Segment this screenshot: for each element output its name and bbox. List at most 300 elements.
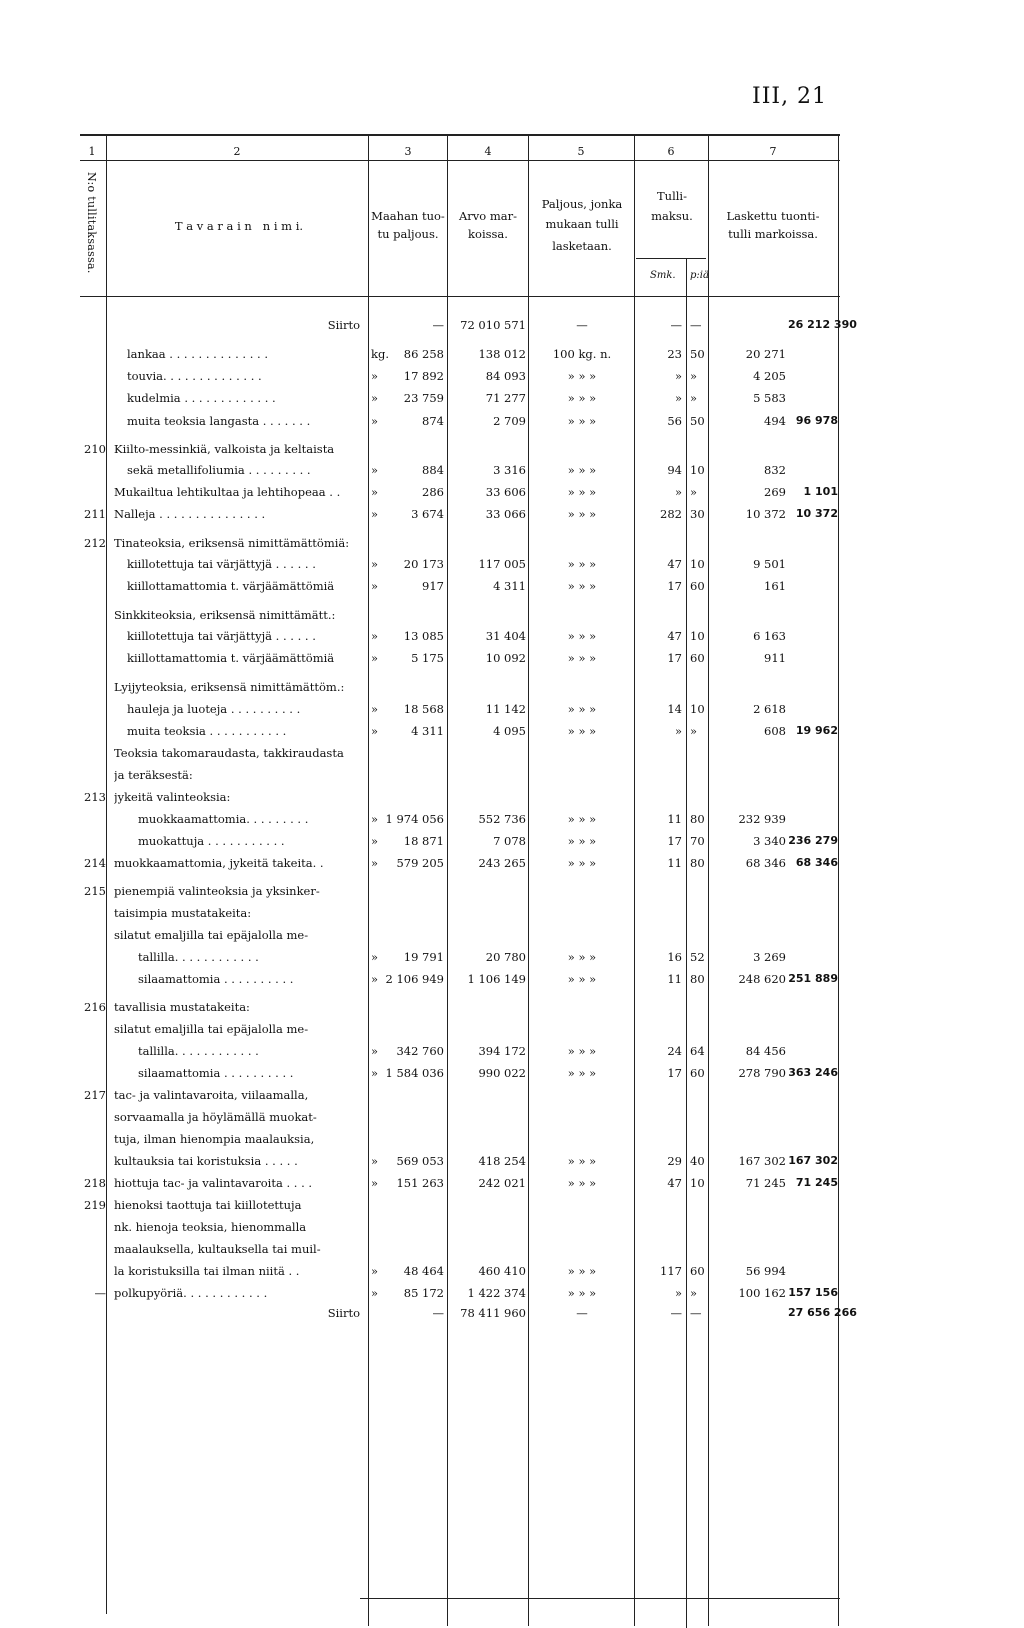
cell-tot: 56 994 [745,1264,786,1278]
table-row [0,702,1024,722]
cell-unit: » [371,1154,379,1168]
cell-pn: 10 [690,702,705,716]
cell-qty: 19 791 [403,950,444,964]
cell-mk: 17 [667,834,682,848]
tariff-sub-p: p:iä [690,270,709,281]
cell-unit: » [371,579,379,593]
cell-nro: 212 [84,536,106,550]
cell-tot: 20 271 [745,347,786,361]
cell-qty: 13 085 [403,629,444,643]
cell-grp: 363 246 [788,1066,838,1079]
cell-nro: 215 [84,884,106,898]
table-row [0,442,1024,462]
cell-name: maalauksella, kultauksella tai muil- [114,1242,321,1256]
cell-pn: 10 [690,1176,705,1190]
cell-pn: 70 [690,834,705,848]
table-row [0,347,1024,367]
cell-pn: 10 [690,463,705,477]
cell-mk: 14 [667,702,682,716]
cell-val: 11 142 [485,702,526,716]
cell-basis: » » » [567,651,597,665]
cell-grp: 19 962 [795,724,838,737]
cell-unit: » [371,507,379,521]
cell-tot: 68 346 [745,856,786,870]
table-row [0,507,1024,527]
table-row [0,579,1024,599]
cell-pn: 10 [690,557,705,571]
cell-basis: » » » [567,507,597,521]
cell-name: silaamattomia . . . . . . . . . . [138,972,294,986]
cell-basis: 100 kg. n. [552,347,612,361]
cell-name: muokattuja . . . . . . . . . . . [138,834,285,848]
cell-pn: » [690,1286,698,1300]
table-row [0,724,1024,744]
cell-name: tac- ja valintavaroita, viilaamalla, [114,1088,309,1102]
table-row [0,629,1024,649]
cell-nro: 216 [84,1000,106,1014]
cell-pn: 40 [690,1154,705,1168]
cell-qty: 86 258 [403,347,444,361]
table-row [0,1088,1024,1108]
cell-name: Siirto [327,1306,360,1320]
cell-qty: 342 760 [396,1044,444,1058]
cell-tot: 3 269 [753,950,786,964]
cell-val: 78 411 960 [460,1306,526,1320]
table-row [0,1264,1024,1284]
cell-nro: 210 [84,442,106,456]
cell-val: 2 709 [493,414,526,428]
cell-unit: » [371,856,379,870]
table-row [0,906,1024,926]
column-number-7: 7 [769,145,777,158]
basis-header-line1: Paljous, jonka [541,197,623,211]
cell-qty: 85 172 [403,1286,444,1300]
cell-unit: » [371,834,379,848]
cell-qty: 2 106 949 [385,972,444,986]
cell-unit: » [371,629,379,643]
cell-name: Tinateoksia, eriksensä nimittämättömiä: [114,536,350,550]
cell-val: 71 277 [485,391,526,405]
table-row [0,414,1024,434]
closing-rule [360,1598,840,1599]
cell-grp: 96 978 [795,414,838,427]
cell-val: 31 404 [485,629,526,643]
cell-name: muokkaamattomia. . . . . . . . . [138,812,309,826]
cell-qty: — [432,1306,444,1320]
cell-grp: 26 212 390 [788,318,857,331]
cell-basis: » » » [567,557,597,571]
cell-name: tallilla. . . . . . . . . . . . [138,1044,259,1058]
cell-basis: » » » [567,950,597,964]
cell-mk: 11 [667,972,682,986]
tariff-sub-mk: Smk. [650,270,676,281]
cell-unit: » [371,1264,379,1278]
cell-tot: 100 162 [738,1286,786,1300]
table-row [0,1132,1024,1152]
cell-qty: 23 759 [403,391,444,405]
cell-basis: » » » [567,856,597,870]
table-row [0,856,1024,876]
nro-header: N:o tullitaksassa. [85,172,98,274]
tariff-header-line2: maksu. [651,209,693,223]
cell-tot: 161 [764,579,786,593]
cell-basis: » » » [567,579,597,593]
cell-name: silatut emaljilla tai epäjalolla me- [114,928,309,942]
table-row [0,1198,1024,1218]
cell-name: tallilla. . . . . . . . . . . . [138,950,259,964]
cell-qty: 1 974 056 [385,812,444,826]
cell-unit: » [371,463,379,477]
cell-name: muita teoksia . . . . . . . . . . . [127,724,287,738]
table-row [0,1022,1024,1042]
table-row [0,834,1024,854]
cell-mk: 47 [667,557,682,571]
basis-header-line3: lasketaan. [552,239,612,253]
cell-nro: 213 [84,790,106,804]
qty-header-line2: tu paljous. [377,227,439,241]
cell-qty: 48 464 [403,1264,444,1278]
cell-tot: 84 456 [745,1044,786,1058]
cell-pn: 80 [690,812,705,826]
cell-qty: 917 [422,579,444,593]
table-row [0,608,1024,628]
cell-name: kiillottamattomia t. värjäämättömiä [127,579,335,593]
table-row [0,680,1024,700]
column-number-5: 5 [577,145,585,158]
table-row [0,651,1024,671]
cell-mk: » [674,485,682,499]
cell-basis: » » » [567,1154,597,1168]
cell-val: 72 010 571 [460,318,526,332]
cell-tot: 3 340 [753,834,786,848]
cell-grp: 157 156 [788,1286,838,1299]
table-row [0,536,1024,556]
cell-basis: » » » [567,812,597,826]
cell-qty: 579 205 [396,856,444,870]
cell-unit: » [371,1066,379,1080]
cell-name: muita teoksia langasta . . . . . . . [127,414,311,428]
cell-val: 1 106 149 [467,972,526,986]
cell-name: Siirto [327,318,360,332]
cell-mk: » [674,1286,682,1300]
cell-unit: » [371,414,379,428]
cell-val: 20 780 [485,950,526,964]
cell-basis: » » » [567,1066,597,1080]
cell-val: 33 606 [485,485,526,499]
cell-tot: 269 [764,485,786,499]
cell-name: pienempiä valinteoksia ja yksinker- [114,884,320,898]
cell-nro: 217 [84,1088,106,1102]
cell-pn: 80 [690,856,705,870]
table-row [0,391,1024,411]
cell-pn: 52 [690,950,705,964]
table-row [0,1110,1024,1130]
cell-tot: 232 939 [738,812,786,826]
cell-unit: » [371,1286,379,1300]
cell-tot: 4 205 [753,369,786,383]
cell-name: lankaa . . . . . . . . . . . . . . [127,347,268,361]
table-row [0,1242,1024,1262]
cell-name: kiillottamattomia t. värjäämättömiä [127,651,335,665]
cell-grp: 167 302 [788,1154,838,1167]
table-row [0,746,1024,766]
cell-qty: 4 311 [411,724,444,738]
cell-mk: 17 [667,1066,682,1080]
cell-mk: 56 [667,414,682,428]
cell-name: silaamattomia . . . . . . . . . . [138,1066,294,1080]
cell-unit: » [371,391,379,405]
cell-pn: — [690,318,702,332]
cell-name: Teoksia takomaraudasta, takkiraudasta [114,746,344,760]
table-row [0,485,1024,505]
cell-name: Lyijyteoksia, eriksensä nimittämättöm.: [114,680,345,694]
cell-tot: 248 620 [738,972,786,986]
cell-basis: — [576,318,588,332]
cell-unit: » [371,369,379,383]
cell-grp: 68 346 [795,856,838,869]
cell-basis: » » » [567,972,597,986]
cell-mk: 24 [667,1044,682,1058]
cell-basis: » » » [567,629,597,643]
cell-mk: 117 [660,1264,682,1278]
cell-pn: » [690,485,698,499]
tariff-header-line1: Tulli- [657,189,687,203]
cell-unit: » [371,724,379,738]
cell-unit: » [371,972,379,986]
cell-grp: 27 656 266 [788,1306,857,1319]
cell-pn: 60 [690,651,705,665]
cell-tot: 5 583 [753,391,786,405]
cell-pn: 60 [690,579,705,593]
cell-val: 84 093 [485,369,526,383]
cell-name: kiillotettuja tai värjättyjä . . . . . . [127,557,316,571]
cell-grp: 10 372 [795,507,838,520]
cell-basis: » » » [567,1264,597,1278]
cell-nro: 219 [84,1198,106,1212]
cell-name: kultauksia tai koristuksia . . . . . [114,1154,298,1168]
cell-pn: — [690,1306,702,1320]
cell-grp: 71 245 [795,1176,838,1189]
cell-tot: 10 372 [745,507,786,521]
cell-name: tavallisia mustatakeita: [114,1000,250,1014]
table-row [0,928,1024,948]
cell-val: 243 265 [478,856,526,870]
cell-pn: 50 [690,414,705,428]
table-row [0,463,1024,483]
cell-pn: 50 [690,347,705,361]
basis-header-line2: mukaan tulli [545,217,619,231]
table-row [0,790,1024,810]
cell-name: ja teräksestä: [114,768,193,782]
tariff-sub-rule [636,258,706,259]
cell-mk: — [670,318,682,332]
table-row [0,1044,1024,1064]
cell-basis: » » » [567,1286,597,1300]
cell-val: 990 022 [478,1066,526,1080]
cell-pn: 60 [690,1066,705,1080]
cell-basis: » » » [567,485,597,499]
cell-name: kiillotettuja tai värjättyjä . . . . . . [127,629,316,643]
cell-pn: 64 [690,1044,705,1058]
cell-val: 117 005 [478,557,526,571]
cell-grp: 1 101 [803,485,838,498]
cell-val: 4 311 [493,579,526,593]
cell-unit: » [371,651,379,665]
table-row [0,1286,1024,1306]
cell-mk: 47 [667,629,682,643]
cell-val: 33 066 [485,507,526,521]
cell-nro: 211 [84,507,106,521]
cell-nro: — [94,1286,106,1300]
cell-qty: 874 [422,414,444,428]
cell-qty: 569 053 [396,1154,444,1168]
cell-val: 10 092 [485,651,526,665]
table-row [0,318,1024,338]
cell-tot: 2 618 [753,702,786,716]
table-row [0,1154,1024,1174]
cell-qty: 17 892 [403,369,444,383]
cell-val: 138 012 [478,347,526,361]
cell-basis: » » » [567,391,597,405]
cell-name: hienoksi taottuja tai kiillotettuja [114,1198,302,1212]
cell-unit: kg. [371,347,389,361]
cell-name: Nalleja . . . . . . . . . . . . . . . [114,507,266,521]
cell-qty: — [432,318,444,332]
cell-pn: 30 [690,507,705,521]
cell-unit: » [371,485,379,499]
cell-name: Sinkkiteoksia, eriksensä nimittämätt.: [114,608,336,622]
page-number: III, 21 [752,84,828,109]
cell-qty: 3 674 [411,507,444,521]
cell-name: tuja, ilman hienompia maalauksia, [114,1132,315,1146]
table-row [0,950,1024,970]
cell-basis: » » » [567,414,597,428]
cell-tot: 9 501 [753,557,786,571]
cell-name: polkupyöriä. . . . . . . . . . . . [114,1286,268,1300]
cell-tot: 71 245 [745,1176,786,1190]
cell-pn: 10 [690,629,705,643]
cell-mk: 29 [667,1154,682,1168]
cell-tot: 911 [764,651,786,665]
cell-name: muokkaamattomia, jykeitä takeita. . [114,856,324,870]
cell-basis: » » » [567,1176,597,1190]
cell-qty: 5 175 [411,651,444,665]
table-row [0,1000,1024,1020]
cell-unit: » [371,1044,379,1058]
cell-qty: 286 [422,485,444,499]
table-row [0,557,1024,577]
cell-mk: 11 [667,812,682,826]
name-header: T a v a r a i n n i m i. [174,219,304,233]
cell-qty: 884 [422,463,444,477]
cell-name: la koristuksilla tai ilman niitä . . [114,1264,300,1278]
table-row [0,1066,1024,1086]
cell-nro: 218 [84,1176,106,1190]
cell-basis: » » » [567,1044,597,1058]
cell-pn: » [690,724,698,738]
cell-mk: 23 [667,347,682,361]
column-number-rule [80,160,840,161]
cell-val: 394 172 [478,1044,526,1058]
cell-val: 7 078 [493,834,526,848]
cell-unit: » [371,557,379,571]
table-row [0,972,1024,992]
table-row [0,1176,1024,1196]
cell-val: 418 254 [478,1154,526,1168]
cell-name: silatut emaljilla tai epäjalolla me- [114,1022,309,1036]
cell-name: sekä metallifoliumia . . . . . . . . . [127,463,311,477]
cell-qty: 1 584 036 [385,1066,444,1080]
column-number-3: 3 [404,145,412,158]
header-rule [80,296,840,297]
table-row [0,768,1024,788]
cell-unit: » [371,950,379,964]
cell-name: jykeitä valinteoksia: [114,790,231,804]
table-row [0,1220,1024,1240]
value-header-line2: koissa. [468,227,508,241]
cell-nro: 214 [84,856,106,870]
cell-basis: » » » [567,369,597,383]
cell-basis: » » » [567,724,597,738]
cell-name: Mukailtua lehtikultaa ja lehtihopeaa . . [114,485,341,499]
cell-val: 3 316 [493,463,526,477]
cell-mk: 11 [667,856,682,870]
table-row [0,369,1024,389]
cell-unit: » [371,1176,379,1190]
table-row [0,1306,1024,1326]
cell-basis: » » » [567,834,597,848]
cell-name: kudelmia . . . . . . . . . . . . . [127,391,276,405]
value-header-line1: Arvo mar- [458,209,518,223]
cell-basis: » » » [567,463,597,477]
qty-header-line1: Maahan tuo- [371,209,445,223]
cell-mk: 17 [667,651,682,665]
cell-tot: 167 302 [738,1154,786,1168]
cell-name: hiottuja tac- ja valintavaroita . . . . [114,1176,313,1190]
cell-pn: » [690,369,698,383]
cell-unit: » [371,812,379,826]
column-number-6: 6 [667,145,675,158]
cell-mk: 17 [667,579,682,593]
cell-name: nk. hienoja teoksia, hienommalla [114,1220,307,1234]
cell-mk: 16 [667,950,682,964]
cell-mk: 282 [660,507,682,521]
cell-name: Kiilto-messinkiä, valkoista ja keltaista [114,442,335,456]
cell-grp: 236 279 [788,834,838,847]
cell-name: sorvaamalla ja höylämällä muokat- [114,1110,317,1124]
cell-val: 1 422 374 [467,1286,526,1300]
column-number-4: 4 [484,145,492,158]
column-number-2: 2 [233,145,241,158]
cell-mk: — [670,1306,682,1320]
cell-mk: » [674,391,682,405]
table-row [0,884,1024,904]
cell-qty: 20 173 [403,557,444,571]
cell-basis: — [576,1306,588,1320]
cell-qty: 151 263 [396,1176,444,1190]
cell-tot: 832 [764,463,786,477]
cell-unit: » [371,702,379,716]
cell-pn: 80 [690,972,705,986]
cell-mk: 94 [667,463,682,477]
cell-tot: 6 163 [753,629,786,643]
cell-tot: 608 [764,724,786,738]
cell-mk: » [674,724,682,738]
duty-header-line1: Laskettu tuonti- [726,209,820,223]
cell-val: 460 410 [478,1264,526,1278]
cell-qty: 18 871 [403,834,444,848]
cell-qty: 18 568 [403,702,444,716]
